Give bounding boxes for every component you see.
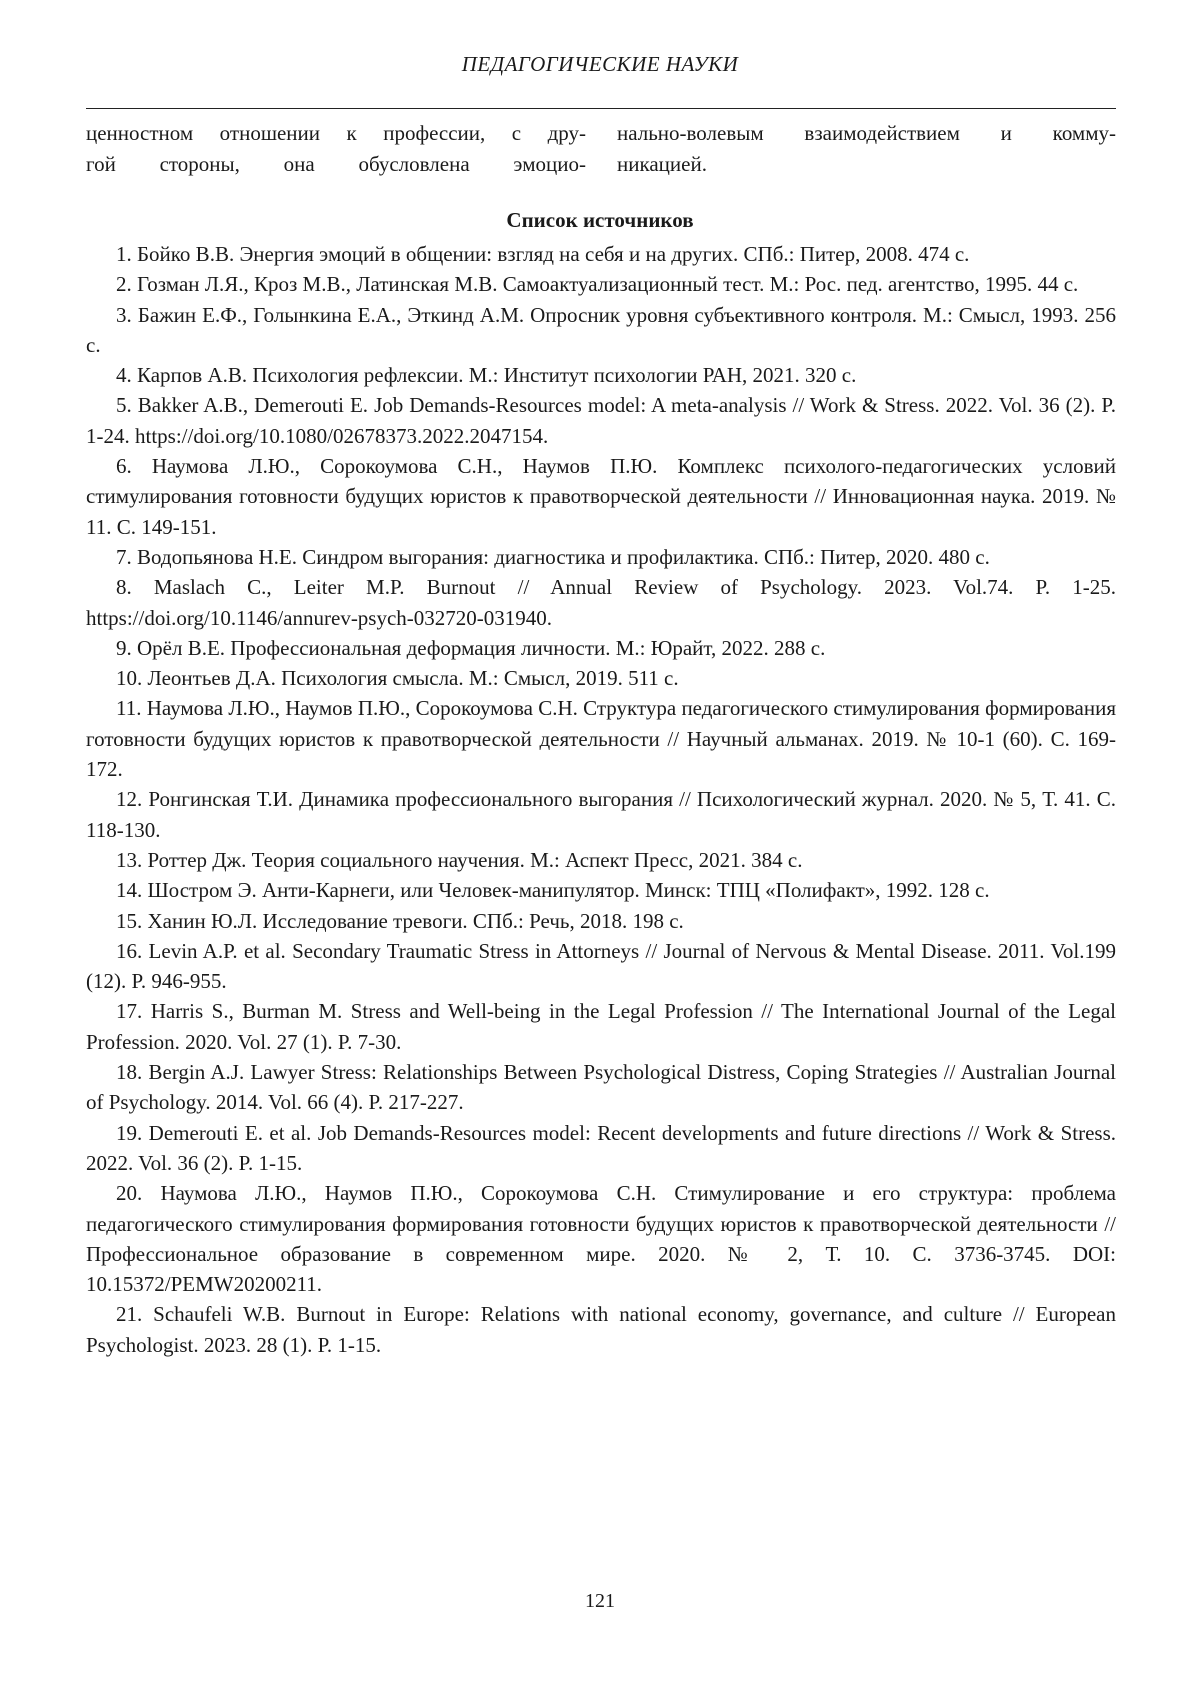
reference-item: 17. Harris S., Burman M. Stress and Well-being in the Legal Profession // The International Journal of the Legal Profession. 2020. Vol. 27 (1). P. 7-30. — [86, 999, 1116, 1054]
right-column-line: никацией. — [617, 151, 707, 176]
reference-item: 10. Леонтьев Д.А. Психология смысла. М.: Смысл, 2019. 511 с. — [116, 666, 679, 691]
reference-item: 18. Bergin A.J. Lawyer Stress: Relationships Between Psychological Distress, Coping Strategies // Australian Journal of Psychology. 2014. Vol. 66 (4). P. 217-227. — [86, 1060, 1116, 1115]
reference-item: 16. Levin A.P. et al. Secondary Traumatic Stress in Attorneys // Journal of Nervous & Mental Disease. 2011. Vol.199 (12). P. 946-955. — [86, 938, 1116, 994]
reference-item: 7. Водопьянова Н.Е. Синдром выгорания: диагностика и профилактика. СПб.: Питер, 2020. 480 с. — [116, 544, 990, 569]
reference-item: 2. Гозман Л.Я., Кроз М.В., Латинская М.В. Самоактуализационный тест. М.: Рос. пед. агентство, 1995. 44 с. — [116, 272, 1079, 297]
left-column-line: ценностном отношении к профессии, с дру- — [86, 121, 586, 145]
reference-item: 15. Ханин Ю.Л. Исследование тревоги. СПб.: Речь, 2018. 198 с. — [116, 908, 684, 933]
reference-item: 9. Орёл В.Е. Профессиональная деформация личности. М.: Юрайт, 2022. 288 с. — [116, 635, 826, 660]
reference-item: 13. Роттер Дж. Теория социального научения. М.: Аспект Пресс, 2021. 384 с. — [116, 847, 803, 872]
left-column-line: гой стороны, она обусловлена эмоцио- — [86, 151, 586, 176]
reference-item: 14. Шостром Э. Анти-Карнеги, или Человек-манипулятор. Минск: ТПЦ «Полифакт», 1992. 128 с. — [116, 878, 990, 903]
reference-item: 4. Карпов А.В. Психология рефлексии. М.: Институт психологии РАН, 2021. 320 с. — [116, 363, 857, 388]
reference-item: 20. Наумова Л.Ю., Наумов П.Ю., Сорокоумова С.Н. Стимулирование и его структура: проблема педагогического стимулирования формирования готовности будущих юристов к правотворческой деятельности // Профессиональное образование в современном мире. 2020. № 2, Т. 10. С. 3736-3745. DOI: 10.15372/PEMW20200211. — [86, 1181, 1116, 1297]
reference-item: 1. Бойко В.В. Энергия эмоций в общении: взгляд на себя и на других. СПб.: Питер, 2008. 474 с. — [116, 242, 970, 266]
page-number: 121 — [585, 1590, 615, 1612]
references-list — [86, 239, 1116, 1360]
reference-item: 12. Ронгинская Т.И. Динамика профессионального выгорания // Психологический журнал. 2020. № 5, Т. 41. С. 118-130. — [86, 787, 1116, 842]
reference-item: 11. Наумова Л.Ю., Наумов П.Ю., Сорокоумова С.Н. Структура педагогического стимулирования формирования готовности будущих юристов к правотворческой деятельности // Научный альманах. 2019. № 10-1 (60). С. 169-172. — [86, 696, 1116, 782]
running-head: ПЕДАГОГИЧЕСКИЕ НАУКИ — [461, 52, 739, 76]
right-column-line: нально-волевым взаимодействием и комму- — [617, 121, 1116, 145]
reference-item: 21. Schaufeli W.B. Burnout in Europe: Relations with national economy, governance, and culture // European Psychologist. 2023. 28 (1). P. 1-15. — [86, 1302, 1116, 1357]
left-column — [86, 118, 586, 179]
references-title: Список источников — [506, 208, 694, 232]
reference-item: 6. Наумова Л.Ю., Сорокоумова С.Н., Наумов П.Ю. Комплекс психолого-педагогических условий стимулирования готовности будущих юристов к правотворческой деятельности // Инновационная наука. 2019. № 11. С. 149-151. — [86, 454, 1116, 539]
reference-item: 19. Demerouti E. et al. Job Demands-Resources model: Recent developments and future directions // Work & Stress. 2022. Vol. 36 (2). P. 1-15. — [86, 1120, 1116, 1175]
header-rule — [86, 108, 1116, 109]
reference-item: 8. Maslach C., Leiter M.P. Burnout // Annual Review of Psychology. 2023. Vol.74. P. 1-25. https://doi.org/10.1146/annurev-psych-032720-031940. — [86, 575, 1116, 630]
reference-item: 3. Бажин Е.Ф., Голынкина Е.А., Эткинд А.М. Опросник уровня субъективного контроля. М.: Смысл, 1993. 256 с. — [86, 302, 1116, 357]
right-column — [617, 118, 1116, 179]
reference-item: 5. Bakker A.B., Demerouti E. Job Demands-Resources model: A meta-analysis // Work & Stress. 2022. Vol. 36 (2). P. 1-24. https://doi.org/10.1080/02678373.2022.2047154. — [86, 393, 1116, 448]
